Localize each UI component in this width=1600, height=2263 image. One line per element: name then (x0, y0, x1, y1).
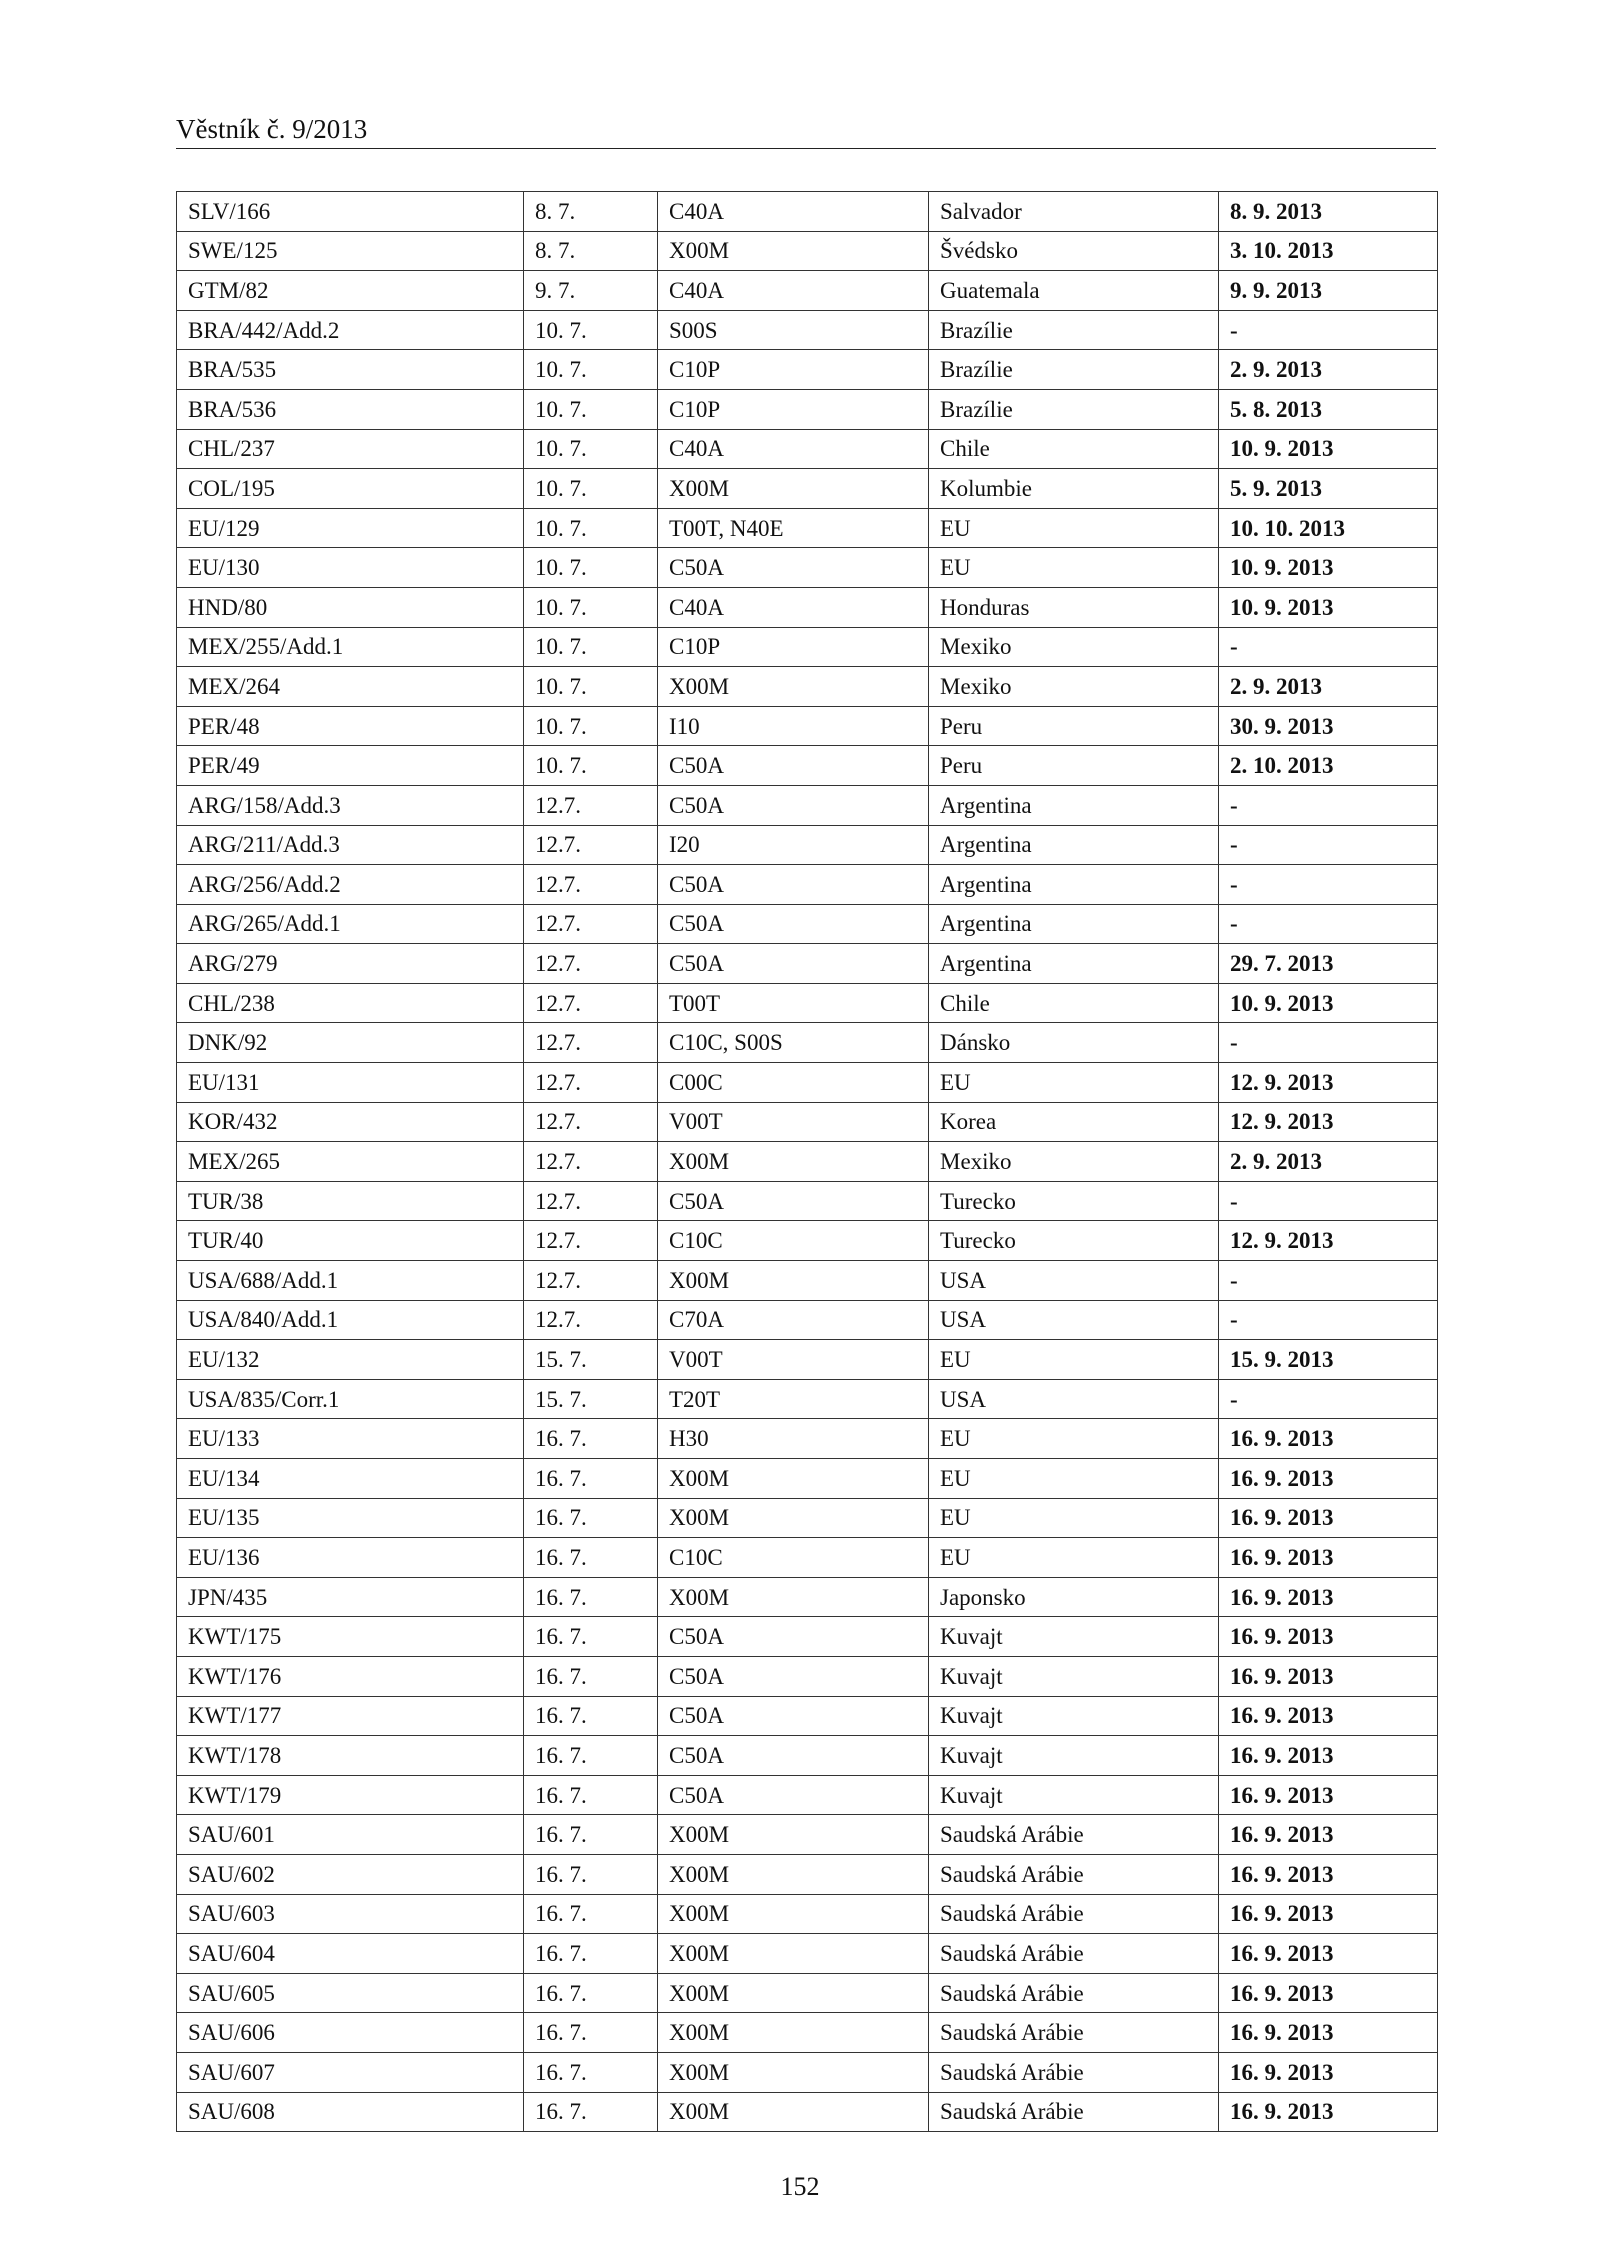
product-code-cell: X00M (658, 1142, 929, 1182)
deadline-cell: - (1219, 1300, 1438, 1340)
product-code-cell: C50A (658, 904, 929, 944)
notifications-table-body (177, 192, 1438, 2132)
document-code-cell: SAU/603 (177, 1894, 524, 1934)
deadline-cell: 2. 9. 2013 (1219, 350, 1438, 390)
product-code-cell: I20 (658, 825, 929, 865)
product-code-cell: C50A (658, 1617, 929, 1657)
deadline-cell: 12. 9. 2013 (1219, 1063, 1438, 1103)
date-cell: 12.7. (524, 865, 658, 905)
product-code-cell: C50A (658, 1181, 929, 1221)
country-cell: EU (929, 1419, 1219, 1459)
date-cell: 10. 7. (524, 746, 658, 786)
country-cell: EU (929, 1538, 1219, 1578)
product-code-cell: C40A (658, 587, 929, 627)
product-code-cell: X00M (658, 2092, 929, 2132)
document-code-cell: ARG/256/Add.2 (177, 865, 524, 905)
document-code-cell: EU/131 (177, 1063, 524, 1103)
deadline-cell: 16. 9. 2013 (1219, 2013, 1438, 2053)
date-cell: 15. 7. (524, 1379, 658, 1419)
date-cell: 16. 7. (524, 1815, 658, 1855)
country-cell: USA (929, 1300, 1219, 1340)
document-code-cell: MEX/255/Add.1 (177, 627, 524, 667)
product-code-cell: X00M (658, 1459, 929, 1499)
deadline-cell: - (1219, 904, 1438, 944)
country-cell: EU (929, 548, 1219, 588)
product-code-cell: C40A (658, 192, 929, 232)
deadline-cell: 10. 9. 2013 (1219, 429, 1438, 469)
product-code-cell: C40A (658, 429, 929, 469)
deadline-cell: 16. 9. 2013 (1219, 1577, 1438, 1617)
document-code-cell: CHL/238 (177, 983, 524, 1023)
document-code-cell: SWE/125 (177, 231, 524, 271)
document-code-cell: COL/195 (177, 469, 524, 509)
deadline-cell: 16. 9. 2013 (1219, 1973, 1438, 2013)
document-code-cell: HND/80 (177, 587, 524, 627)
document-code-cell: ARG/158/Add.3 (177, 785, 524, 825)
product-code-cell: V00T (658, 1340, 929, 1380)
document-code-cell: GTM/82 (177, 271, 524, 311)
country-cell: Salvador (929, 192, 1219, 232)
document-code-cell: KWT/175 (177, 1617, 524, 1657)
product-code-cell: V00T (658, 1102, 929, 1142)
product-code-cell: X00M (658, 1894, 929, 1934)
product-code-cell: X00M (658, 2013, 929, 2053)
document-code-cell: EU/134 (177, 1459, 524, 1499)
country-cell: Argentina (929, 825, 1219, 865)
product-code-cell: C50A (658, 785, 929, 825)
product-code-cell: X00M (658, 231, 929, 271)
table-row (177, 1498, 1438, 1538)
deadline-cell: 16. 9. 2013 (1219, 1656, 1438, 1696)
country-cell: Kuvajt (929, 1775, 1219, 1815)
deadline-cell: 16. 9. 2013 (1219, 1894, 1438, 1934)
country-cell: Argentina (929, 785, 1219, 825)
date-cell: 12.7. (524, 825, 658, 865)
page-header (176, 112, 1436, 149)
deadline-cell: 10. 9. 2013 (1219, 983, 1438, 1023)
document-code-cell: KWT/178 (177, 1736, 524, 1776)
date-cell: 10. 7. (524, 389, 658, 429)
product-code-cell: C50A (658, 1775, 929, 1815)
product-code-cell: T20T (658, 1379, 929, 1419)
deadline-cell: - (1219, 1379, 1438, 1419)
table-row (177, 2092, 1438, 2132)
deadline-cell: - (1219, 785, 1438, 825)
table-row (177, 904, 1438, 944)
product-code-cell: C50A (658, 548, 929, 588)
deadline-cell: 2. 9. 2013 (1219, 1142, 1438, 1182)
date-cell: 16. 7. (524, 2092, 658, 2132)
document-code-cell: EU/129 (177, 508, 524, 548)
document-code-cell: SAU/607 (177, 2052, 524, 2092)
date-cell: 16. 7. (524, 1577, 658, 1617)
document-code-cell: MEX/264 (177, 667, 524, 707)
date-cell: 12.7. (524, 1023, 658, 1063)
date-cell: 16. 7. (524, 1854, 658, 1894)
table-row (177, 706, 1438, 746)
date-cell: 16. 7. (524, 1775, 658, 1815)
country-cell: Mexiko (929, 1142, 1219, 1182)
deadline-cell: 16. 9. 2013 (1219, 1934, 1438, 1974)
document-code-cell: USA/835/Corr.1 (177, 1379, 524, 1419)
date-cell: 12.7. (524, 983, 658, 1023)
deadline-cell: 16. 9. 2013 (1219, 2052, 1438, 2092)
deadline-cell: 2. 9. 2013 (1219, 667, 1438, 707)
document-code-cell: KWT/179 (177, 1775, 524, 1815)
country-cell: Chile (929, 429, 1219, 469)
table-row (177, 2013, 1438, 2053)
table-row (177, 1221, 1438, 1261)
product-code-cell: X00M (658, 1261, 929, 1301)
deadline-cell: - (1219, 310, 1438, 350)
page-number: 152 (780, 2172, 820, 2201)
date-cell: 8. 7. (524, 192, 658, 232)
document-code-cell: USA/688/Add.1 (177, 1261, 524, 1301)
country-cell: EU (929, 1340, 1219, 1380)
table-row (177, 1854, 1438, 1894)
document-code-cell: SAU/604 (177, 1934, 524, 1974)
product-code-cell: C10C (658, 1538, 929, 1578)
table-row (177, 350, 1438, 390)
table-row (177, 548, 1438, 588)
country-cell: Saudská Arábie (929, 1815, 1219, 1855)
document-code-cell: PER/49 (177, 746, 524, 786)
country-cell: Kolumbie (929, 469, 1219, 509)
country-cell: Saudská Arábie (929, 1894, 1219, 1934)
country-cell: Korea (929, 1102, 1219, 1142)
document-code-cell: SAU/605 (177, 1973, 524, 2013)
date-cell: 12.7. (524, 1063, 658, 1103)
table-row (177, 944, 1438, 984)
date-cell: 12.7. (524, 944, 658, 984)
product-code-cell: T00T (658, 983, 929, 1023)
table-row (177, 785, 1438, 825)
product-code-cell: T00T, N40E (658, 508, 929, 548)
table-row (177, 865, 1438, 905)
deadline-cell: 2. 10. 2013 (1219, 746, 1438, 786)
document-code-cell: SAU/602 (177, 1854, 524, 1894)
date-cell: 9. 7. (524, 271, 658, 311)
table-row (177, 1340, 1438, 1380)
table-row (177, 310, 1438, 350)
deadline-cell: 16. 9. 2013 (1219, 1696, 1438, 1736)
date-cell: 10. 7. (524, 469, 658, 509)
date-cell: 16. 7. (524, 2052, 658, 2092)
document-code-cell: BRA/536 (177, 389, 524, 429)
table-row (177, 1300, 1438, 1340)
document-code-cell: BRA/442/Add.2 (177, 310, 524, 350)
country-cell: Turecko (929, 1181, 1219, 1221)
deadline-cell: 5. 9. 2013 (1219, 469, 1438, 509)
deadline-cell: 16. 9. 2013 (1219, 1419, 1438, 1459)
country-cell: Kuvajt (929, 1617, 1219, 1657)
table-row (177, 389, 1438, 429)
document-code-cell: ARG/211/Add.3 (177, 825, 524, 865)
document-code-cell: EU/133 (177, 1419, 524, 1459)
document-code-cell: EU/136 (177, 1538, 524, 1578)
deadline-cell: 16. 9. 2013 (1219, 1815, 1438, 1855)
date-cell: 12.7. (524, 1261, 658, 1301)
country-cell: Kuvajt (929, 1656, 1219, 1696)
document-code-cell: USA/840/Add.1 (177, 1300, 524, 1340)
deadline-cell: 16. 9. 2013 (1219, 1538, 1438, 1578)
deadline-cell: 16. 9. 2013 (1219, 1459, 1438, 1499)
notifications-table (176, 191, 1438, 2132)
document-code-cell: CHL/237 (177, 429, 524, 469)
deadline-cell: 29. 7. 2013 (1219, 944, 1438, 984)
table-row (177, 271, 1438, 311)
document-code-cell: TUR/38 (177, 1181, 524, 1221)
table-row (177, 627, 1438, 667)
deadline-cell: 16. 9. 2013 (1219, 1498, 1438, 1538)
table-row (177, 983, 1438, 1023)
country-cell: Saudská Arábie (929, 1973, 1219, 2013)
table-row (177, 587, 1438, 627)
document-code-cell: BRA/535 (177, 350, 524, 390)
table-row (177, 1142, 1438, 1182)
country-cell: EU (929, 1498, 1219, 1538)
date-cell: 16. 7. (524, 1656, 658, 1696)
country-cell: EU (929, 508, 1219, 548)
country-cell: Brazílie (929, 389, 1219, 429)
product-code-cell: C50A (658, 944, 929, 984)
table-row (177, 429, 1438, 469)
product-code-cell: S00S (658, 310, 929, 350)
table-row (177, 1261, 1438, 1301)
table-row (177, 1419, 1438, 1459)
table-row (177, 1063, 1438, 1103)
country-cell: Argentina (929, 904, 1219, 944)
date-cell: 10. 7. (524, 627, 658, 667)
deadline-cell: - (1219, 1181, 1438, 1221)
product-code-cell: X00M (658, 1973, 929, 2013)
date-cell: 16. 7. (524, 2013, 658, 2053)
document-code-cell: ARG/265/Add.1 (177, 904, 524, 944)
country-cell: EU (929, 1459, 1219, 1499)
document-code-cell: EU/132 (177, 1340, 524, 1380)
deadline-cell: 30. 9. 2013 (1219, 706, 1438, 746)
document-code-cell: EU/130 (177, 548, 524, 588)
deadline-cell: 16. 9. 2013 (1219, 1736, 1438, 1776)
table-row (177, 1696, 1438, 1736)
document-code-cell: SAU/601 (177, 1815, 524, 1855)
date-cell: 8. 7. (524, 231, 658, 271)
table-row (177, 231, 1438, 271)
product-code-cell: X00M (658, 1854, 929, 1894)
deadline-cell: 16. 9. 2013 (1219, 2092, 1438, 2132)
date-cell: 12.7. (524, 1102, 658, 1142)
country-cell: Brazílie (929, 350, 1219, 390)
document-code-cell: ARG/279 (177, 944, 524, 984)
product-code-cell: C10C, S00S (658, 1023, 929, 1063)
table-row (177, 192, 1438, 232)
date-cell: 12.7. (524, 1221, 658, 1261)
deadline-cell: - (1219, 1023, 1438, 1063)
deadline-cell: - (1219, 627, 1438, 667)
country-cell: Saudská Arábie (929, 1934, 1219, 1974)
date-cell: 16. 7. (524, 1696, 658, 1736)
document-code-cell: MEX/265 (177, 1142, 524, 1182)
table-row (177, 1973, 1438, 2013)
product-code-cell: C10P (658, 627, 929, 667)
country-cell: Argentina (929, 865, 1219, 905)
deadline-cell: 16. 9. 2013 (1219, 1854, 1438, 1894)
product-code-cell: C50A (658, 1696, 929, 1736)
date-cell: 16. 7. (524, 1498, 658, 1538)
country-cell: Dánsko (929, 1023, 1219, 1063)
product-code-cell: X00M (658, 469, 929, 509)
product-code-cell: C50A (658, 1736, 929, 1776)
journal-title: Věstník č. 9/2013 (176, 114, 368, 144)
country-cell: Guatemala (929, 271, 1219, 311)
product-code-cell: I10 (658, 706, 929, 746)
product-code-cell: C50A (658, 865, 929, 905)
table-row (177, 1538, 1438, 1578)
table-row (177, 1815, 1438, 1855)
product-code-cell: C10P (658, 389, 929, 429)
deadline-cell: 3. 10. 2013 (1219, 231, 1438, 271)
product-code-cell: X00M (658, 2052, 929, 2092)
table-row (177, 1577, 1438, 1617)
country-cell: Argentina (929, 944, 1219, 984)
product-code-cell: C40A (658, 271, 929, 311)
country-cell: USA (929, 1379, 1219, 1419)
date-cell: 16. 7. (524, 1538, 658, 1578)
country-cell: Švédsko (929, 231, 1219, 271)
deadline-cell: 12. 9. 2013 (1219, 1102, 1438, 1142)
country-cell: Saudská Arábie (929, 2052, 1219, 2092)
table-row (177, 1617, 1438, 1657)
date-cell: 12.7. (524, 904, 658, 944)
table-row (177, 746, 1438, 786)
country-cell: Mexiko (929, 627, 1219, 667)
country-cell: Kuvajt (929, 1736, 1219, 1776)
table-row (177, 1181, 1438, 1221)
country-cell: Kuvajt (929, 1696, 1219, 1736)
table-row (177, 1894, 1438, 1934)
deadline-cell: - (1219, 1261, 1438, 1301)
country-cell: Saudská Arábie (929, 2092, 1219, 2132)
deadline-cell: 10. 9. 2013 (1219, 587, 1438, 627)
table-row (177, 825, 1438, 865)
document-code-cell: JPN/435 (177, 1577, 524, 1617)
country-cell: Honduras (929, 587, 1219, 627)
table-row (177, 508, 1438, 548)
date-cell: 12.7. (524, 785, 658, 825)
deadline-cell: 15. 9. 2013 (1219, 1340, 1438, 1380)
document-code-cell: SAU/606 (177, 2013, 524, 2053)
product-code-cell: C00C (658, 1063, 929, 1103)
date-cell: 10. 7. (524, 587, 658, 627)
date-cell: 16. 7. (524, 1419, 658, 1459)
country-cell: Saudská Arábie (929, 2013, 1219, 2053)
table-row (177, 1736, 1438, 1776)
table-row (177, 469, 1438, 509)
country-cell: Saudská Arábie (929, 1854, 1219, 1894)
country-cell: Peru (929, 746, 1219, 786)
date-cell: 16. 7. (524, 1459, 658, 1499)
table-row (177, 1656, 1438, 1696)
date-cell: 12.7. (524, 1300, 658, 1340)
document-code-cell: PER/48 (177, 706, 524, 746)
deadline-cell: 5. 8. 2013 (1219, 389, 1438, 429)
country-cell: Brazílie (929, 310, 1219, 350)
document-code-cell: EU/135 (177, 1498, 524, 1538)
date-cell: 12.7. (524, 1181, 658, 1221)
deadline-cell: 12. 9. 2013 (1219, 1221, 1438, 1261)
country-cell: EU (929, 1063, 1219, 1103)
date-cell: 12.7. (524, 1142, 658, 1182)
date-cell: 10. 7. (524, 350, 658, 390)
date-cell: 10. 7. (524, 667, 658, 707)
document-code-cell: SLV/166 (177, 192, 524, 232)
deadline-cell: 10. 9. 2013 (1219, 548, 1438, 588)
product-code-cell: C50A (658, 1656, 929, 1696)
product-code-cell: C10C (658, 1221, 929, 1261)
product-code-cell: X00M (658, 1934, 929, 1974)
date-cell: 10. 7. (524, 508, 658, 548)
document-code-cell: KWT/176 (177, 1656, 524, 1696)
document-code-cell: TUR/40 (177, 1221, 524, 1261)
country-cell: USA (929, 1261, 1219, 1301)
deadline-cell: 16. 9. 2013 (1219, 1775, 1438, 1815)
table-row (177, 1934, 1438, 1974)
product-code-cell: X00M (658, 667, 929, 707)
product-code-cell: X00M (658, 1577, 929, 1617)
deadline-cell: 8. 9. 2013 (1219, 192, 1438, 232)
date-cell: 15. 7. (524, 1340, 658, 1380)
product-code-cell: C50A (658, 746, 929, 786)
date-cell: 16. 7. (524, 1736, 658, 1776)
deadline-cell: 10. 10. 2013 (1219, 508, 1438, 548)
country-cell: Japonsko (929, 1577, 1219, 1617)
deadline-cell: - (1219, 825, 1438, 865)
country-cell: Turecko (929, 1221, 1219, 1261)
product-code-cell: H30 (658, 1419, 929, 1459)
country-cell: Mexiko (929, 667, 1219, 707)
date-cell: 10. 7. (524, 706, 658, 746)
deadline-cell: 16. 9. 2013 (1219, 1617, 1438, 1657)
deadline-cell: 9. 9. 2013 (1219, 271, 1438, 311)
table-row (177, 2052, 1438, 2092)
table-row (177, 1459, 1438, 1499)
date-cell: 16. 7. (524, 1934, 658, 1974)
table-row (177, 1023, 1438, 1063)
date-cell: 16. 7. (524, 1973, 658, 2013)
table-row (177, 667, 1438, 707)
table-row (177, 1379, 1438, 1419)
table-row (177, 1102, 1438, 1142)
product-code-cell: X00M (658, 1815, 929, 1855)
document-code-cell: KOR/432 (177, 1102, 524, 1142)
country-cell: Peru (929, 706, 1219, 746)
date-cell: 16. 7. (524, 1617, 658, 1657)
date-cell: 10. 7. (524, 310, 658, 350)
product-code-cell: C10P (658, 350, 929, 390)
date-cell: 10. 7. (524, 548, 658, 588)
date-cell: 16. 7. (524, 1894, 658, 1934)
document-code-cell: KWT/177 (177, 1696, 524, 1736)
table-row (177, 1775, 1438, 1815)
country-cell: Chile (929, 983, 1219, 1023)
date-cell: 10. 7. (524, 429, 658, 469)
document-code-cell: SAU/608 (177, 2092, 524, 2132)
product-code-cell: X00M (658, 1498, 929, 1538)
document-code-cell: DNK/92 (177, 1023, 524, 1063)
deadline-cell: - (1219, 865, 1438, 905)
product-code-cell: C70A (658, 1300, 929, 1340)
